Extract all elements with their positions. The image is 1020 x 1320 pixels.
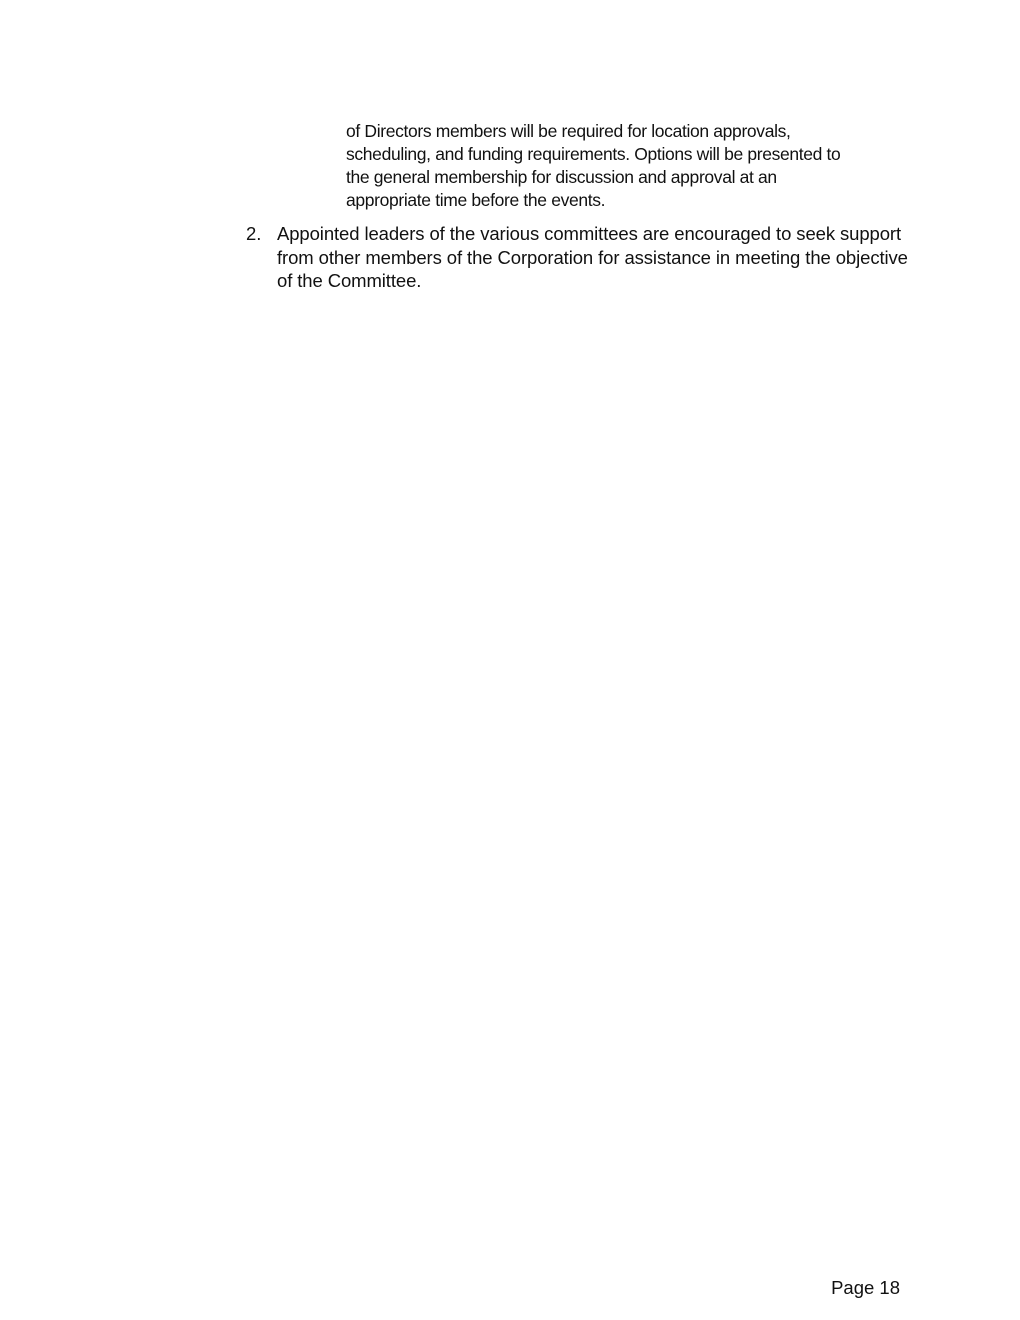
list-item-text — [277, 222, 927, 293]
list-item-line: Appointed leaders of the various committees are encouraged to seek support — [277, 223, 902, 244]
continued-paragraph — [346, 120, 886, 212]
continued-paragraph-line: scheduling, and funding requirements. Options will be presented to — [346, 144, 841, 164]
continued-paragraph-line: of Directors members will be required for location approvals, — [346, 121, 791, 141]
list-item-line: of the Committee. — [277, 270, 422, 291]
page-number: Page 18 — [831, 1277, 900, 1298]
list-item-line: from other members of the Corporation for assistance in meeting the objective — [277, 246, 908, 268]
continued-paragraph-line: appropriate time before the events. — [346, 190, 606, 210]
list-item-number: 2. — [246, 223, 262, 244]
continued-paragraph-line: the general membership for discussion and approval at an — [346, 167, 777, 187]
